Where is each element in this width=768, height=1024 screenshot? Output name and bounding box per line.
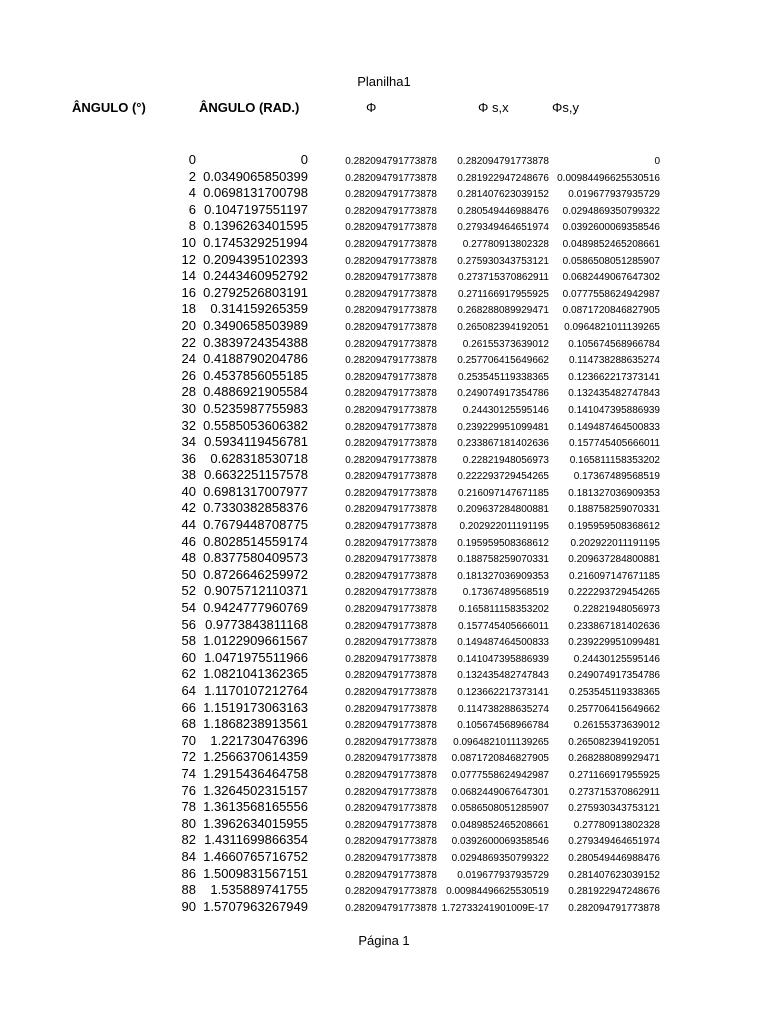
cell-phi: 0.282094791773878 (345, 753, 437, 765)
cell-phi: 0.282094791773878 (345, 637, 437, 649)
cell-phi: 0.282094791773878 (345, 222, 437, 234)
header-phi-sx: Φ s,x (478, 100, 509, 115)
cell-phi: 0.282094791773878 (345, 172, 437, 184)
cell-angle-radians: 1.1519173063163 (203, 699, 308, 715)
cell-phi-sy: 0.149487464500833 (568, 421, 660, 433)
cell-phi: 0.282094791773878 (345, 504, 437, 516)
cell-phi-sy: 0.019677937935729 (568, 189, 660, 201)
cell-phi-sy: 0.279349464651974 (568, 836, 660, 848)
cell-phi: 0.282094791773878 (345, 720, 437, 732)
cell-angle-degrees: 48 (181, 550, 196, 566)
cell-phi-sy: 0.265082394192051 (568, 736, 660, 748)
cell-phi-sy: 0.195959508368612 (568, 521, 660, 533)
cell-phi: 0.282094791773878 (345, 786, 437, 798)
table-row (0, 882, 768, 899)
cell-phi-sx: 0.26155373639012 (462, 338, 549, 350)
cell-phi-sx: 0.282094791773878 (457, 156, 549, 167)
table-row (0, 301, 768, 318)
cell-phi-sy: 0.202922011191195 (570, 537, 660, 549)
table-row (0, 418, 768, 435)
cell-phi: 0.282094791773878 (345, 205, 437, 217)
cell-phi-sx: 0.271166917955925 (457, 288, 549, 300)
table-row (0, 434, 768, 451)
cell-angle-degrees: 12 (181, 251, 196, 267)
cell-phi-sy: 0.0586508051285907 (562, 255, 660, 267)
cell-phi: 0.282094791773878 (345, 238, 437, 250)
cell-phi-sx: 0.216097147671185 (457, 487, 549, 499)
cell-phi-sy: 0.253545119338365 (568, 687, 660, 698)
cell-phi: 0.282094791773878 (345, 404, 437, 416)
cell-phi-sy: 0.216097147671185 (568, 570, 660, 582)
table-row (0, 401, 768, 418)
table-row (0, 700, 768, 717)
cell-angle-radians: 0.9075712110371 (204, 583, 308, 599)
table-row (0, 716, 768, 733)
cell-phi-sx: 0.141047395886939 (457, 653, 549, 665)
cell-angle-degrees: 68 (181, 716, 196, 732)
cell-phi-sx: 0.0682449067647301 (451, 786, 549, 798)
table-row (0, 384, 768, 401)
cell-angle-degrees: 80 (181, 815, 196, 831)
cell-angle-radians: 0.314159265359 (210, 301, 308, 317)
cell-angle-degrees: 22 (181, 334, 196, 350)
cell-angle-radians: 0.2792526803191 (203, 284, 308, 300)
cell-phi: 0.282094791773878 (345, 736, 437, 748)
cell-phi-sy: 0.114738288635274 (568, 355, 660, 367)
cell-angle-degrees: 20 (181, 317, 196, 333)
cell-phi: 0.282094791773878 (345, 587, 437, 599)
cell-angle-radians: 1.221730476396 (210, 732, 308, 748)
cell-phi-sx: 0.265082394192051 (457, 321, 549, 333)
cell-angle-degrees: 2 (188, 168, 196, 184)
cell-phi: 0.282094791773878 (345, 454, 437, 466)
cell-phi: 0.282094791773878 (345, 902, 437, 914)
cell-angle-radians: 0.2443460952792 (203, 268, 308, 284)
cell-phi-sx: 0.00984496625530519 (446, 886, 549, 898)
cell-angle-degrees: 76 (181, 782, 196, 798)
table-row (0, 202, 768, 219)
cell-phi-sx: 0.209637284800881 (457, 504, 549, 516)
cell-angle-radians: 0.3490658503989 (203, 317, 308, 333)
cell-phi-sx: 0.181327036909353 (457, 570, 549, 582)
cell-angle-degrees: 38 (181, 467, 196, 483)
cell-phi-sy: 0.188758259070331 (568, 504, 660, 516)
cell-phi-sx: 0.275930343753121 (457, 255, 549, 267)
cell-phi: 0.282094791773878 (345, 321, 437, 333)
cell-phi-sy: 0.233867181402636 (568, 620, 660, 632)
cell-angle-degrees: 74 (181, 765, 196, 781)
cell-phi: 0.282094791773878 (345, 620, 437, 632)
cell-angle-radians: 0 (300, 152, 308, 167)
cell-phi-sy: 0.00984496625530516 (557, 172, 660, 184)
header-angle-radians: ÂNGULO (RAD.) (199, 100, 300, 115)
table-row (0, 683, 768, 700)
cell-angle-degrees: 58 (181, 633, 196, 649)
table-row (0, 500, 768, 517)
cell-phi-sy: 0.132435482747843 (568, 388, 660, 400)
table-row (0, 169, 768, 186)
cell-phi-sy: 0.273715370862911 (568, 786, 660, 798)
cell-phi-sx: 0.157745405666011 (457, 620, 549, 632)
cell-phi: 0.282094791773878 (345, 421, 437, 433)
cell-angle-degrees: 26 (181, 367, 196, 383)
cell-angle-radians: 0.9424777960769 (203, 600, 308, 616)
table-row (0, 600, 768, 617)
cell-phi-sy: 0.0871720846827905 (562, 305, 660, 317)
cell-angle-degrees: 6 (188, 201, 196, 217)
table-row (0, 550, 768, 567)
cell-phi-sx: 0.195959508368612 (457, 537, 549, 549)
cell-angle-radians: 0.6981317007977 (203, 483, 308, 499)
cell-phi: 0.282094791773878 (345, 570, 437, 582)
table-row (0, 899, 768, 916)
cell-angle-degrees: 30 (181, 400, 196, 416)
table-row (0, 218, 768, 235)
cell-phi: 0.282094791773878 (345, 670, 437, 682)
cell-angle-radians: 0.5934119456781 (204, 434, 308, 450)
cell-angle-degrees: 66 (181, 699, 196, 715)
cell-phi-sy: 0.165811158353202 (569, 454, 660, 466)
page-number: Página 1 (358, 933, 410, 948)
cell-phi-sx: 0.249074917354786 (457, 388, 549, 400)
table-row (0, 650, 768, 667)
cell-angle-degrees: 18 (181, 301, 196, 317)
cell-angle-radians: 0.4886921905584 (203, 384, 308, 400)
cell-phi-sx: 0.123662217373141 (457, 687, 549, 698)
cell-phi-sx: 0.0586508051285907 (451, 803, 549, 815)
cell-angle-radians: 1.0471975511966 (204, 649, 308, 665)
header-phi-sy: Φs,y (552, 100, 579, 115)
cell-angle-radians: 1.4311699866354 (204, 832, 308, 848)
table-row (0, 832, 768, 849)
table-row (0, 849, 768, 866)
cell-angle-degrees: 82 (181, 832, 196, 848)
cell-phi: 0.282094791773878 (345, 803, 437, 815)
table-row (0, 235, 768, 252)
cell-phi-sy: 0 (654, 156, 660, 167)
cell-phi: 0.282094791773878 (345, 537, 437, 549)
cell-phi-sy: 0.209637284800881 (568, 554, 660, 566)
cell-angle-radians: 1.5707963267949 (203, 898, 308, 914)
table-row (0, 783, 768, 800)
cell-phi-sx: 0.22821948056973 (462, 454, 549, 466)
cell-phi: 0.282094791773878 (345, 769, 437, 781)
table-row (0, 749, 768, 766)
cell-angle-degrees: 60 (181, 649, 196, 665)
cell-phi-sx: 0.188758259070331 (457, 554, 549, 566)
cell-phi: 0.282094791773878 (345, 338, 437, 350)
cell-phi: 0.282094791773878 (345, 305, 437, 317)
cell-phi-sy: 0.239229951099481 (568, 637, 660, 649)
cell-angle-radians: 0.1396263401595 (203, 218, 308, 234)
cell-phi-sx: 0.257706415649662 (457, 355, 549, 367)
data-table (0, 152, 768, 915)
cell-phi: 0.282094791773878 (345, 836, 437, 848)
cell-angle-radians: 1.0821041362365 (203, 666, 308, 682)
cell-phi-sy: 0.105674568966784 (568, 338, 660, 350)
table-row (0, 534, 768, 551)
cell-angle-degrees: 42 (181, 500, 196, 516)
cell-angle-degrees: 64 (181, 683, 196, 698)
cell-phi-sx: 0.0489852465208661 (451, 819, 549, 831)
cell-phi: 0.282094791773878 (345, 288, 437, 300)
header-phi: Φ (366, 100, 377, 115)
cell-angle-radians: 0.3839724354388 (203, 334, 308, 350)
cell-phi-sx: 0.222293729454265 (457, 471, 549, 483)
table-row (0, 185, 768, 202)
cell-angle-radians: 1.1868238913561 (203, 716, 308, 732)
cell-phi-sx: 0.0392600069358546 (451, 836, 549, 848)
table-row (0, 617, 768, 634)
cell-angle-radians: 1.535889741755 (210, 882, 308, 898)
cell-phi-sx: 0.0964821011139265 (453, 736, 549, 748)
cell-angle-degrees: 50 (181, 566, 196, 582)
cell-phi-sx: 0.149487464500833 (457, 637, 549, 649)
cell-phi: 0.282094791773878 (345, 869, 437, 881)
cell-phi-sy: 0.123662217373141 (568, 371, 660, 383)
cell-phi: 0.282094791773878 (345, 272, 437, 284)
cell-phi-sx: 1.72733241901009E-17 (441, 902, 549, 914)
cell-angle-degrees: 34 (181, 434, 196, 450)
cell-phi-sy: 0.0682449067647302 (562, 272, 660, 284)
cell-angle-radians: 1.3962634015955 (203, 815, 308, 831)
table-row (0, 252, 768, 269)
cell-phi: 0.282094791773878 (345, 653, 437, 665)
cell-angle-degrees: 36 (181, 450, 196, 466)
table-row (0, 583, 768, 600)
cell-phi-sx: 0.253545119338365 (457, 371, 549, 383)
table-row (0, 318, 768, 335)
cell-angle-degrees: 70 (181, 732, 196, 748)
cell-phi-sy: 0.0489852465208661 (562, 238, 660, 250)
cell-angle-radians: 0.8726646259972 (203, 566, 308, 582)
cell-angle-radians: 0.5235987755983 (203, 400, 308, 416)
cell-angle-degrees: 78 (181, 799, 196, 815)
cell-angle-degrees: 4 (188, 185, 196, 201)
table-row (0, 451, 768, 468)
cell-angle-degrees: 88 (181, 882, 196, 898)
cell-angle-radians: 0.7679448708775 (203, 517, 308, 533)
cell-phi-sy: 0.222293729454265 (568, 587, 660, 599)
cell-phi: 0.282094791773878 (345, 189, 437, 201)
cell-angle-degrees: 10 (181, 234, 196, 250)
table-row (0, 799, 768, 816)
cell-angle-radians: 1.4660765716752 (203, 848, 308, 864)
cell-phi-sx: 0.132435482747843 (457, 670, 549, 682)
cell-angle-degrees: 56 (181, 616, 196, 632)
cell-phi-sy: 0.0392600069358546 (562, 222, 660, 234)
cell-phi-sy: 0.0777558624942987 (562, 288, 660, 300)
cell-angle-degrees: 16 (181, 284, 196, 300)
cell-angle-degrees: 84 (181, 848, 196, 864)
cell-angle-radians: 0.4537856055185 (203, 367, 308, 383)
cell-phi: 0.282094791773878 (345, 471, 437, 483)
cell-angle-radians: 1.2915436464758 (203, 765, 308, 781)
cell-angle-degrees: 0 (188, 152, 196, 167)
cell-phi: 0.282094791773878 (345, 703, 437, 715)
table-row (0, 268, 768, 285)
cell-phi-sy: 0.157745405666011 (568, 438, 660, 450)
cell-phi-sy: 0.271166917955925 (568, 769, 660, 781)
cell-phi-sy: 0.268288089929471 (568, 753, 660, 765)
cell-angle-radians: 1.2566370614359 (203, 749, 308, 765)
cell-angle-radians: 0.6632251157578 (204, 467, 308, 483)
cell-phi: 0.282094791773878 (345, 604, 437, 616)
cell-phi: 0.282094791773878 (345, 371, 437, 383)
cell-phi: 0.282094791773878 (345, 438, 437, 450)
cell-phi: 0.282094791773878 (345, 388, 437, 400)
cell-phi-sy: 0.22821948056973 (573, 604, 660, 616)
table-row (0, 285, 768, 302)
cell-phi-sx: 0.281407623039152 (457, 189, 549, 201)
cell-phi-sx: 0.239229951099481 (457, 421, 549, 433)
cell-phi-sx: 0.24430125595146 (462, 404, 549, 416)
cell-angle-degrees: 44 (181, 517, 196, 533)
table-row (0, 866, 768, 883)
table-row (0, 368, 768, 385)
cell-phi-sx: 0.281922947248676 (457, 172, 549, 184)
cell-phi: 0.282094791773878 (345, 886, 437, 898)
cell-phi-sy: 0.275930343753121 (568, 803, 660, 815)
cell-phi-sy: 0.281922947248676 (568, 886, 660, 898)
cell-angle-radians: 1.3613568165556 (203, 799, 308, 815)
cell-phi: 0.282094791773878 (345, 819, 437, 831)
cell-angle-radians: 0.0349065850399 (203, 168, 308, 184)
cell-phi-sy: 0.281407623039152 (568, 869, 660, 881)
cell-phi-sx: 0.019677937935729 (457, 869, 549, 881)
cell-phi-sx: 0.105674568966784 (457, 720, 549, 732)
cell-angle-degrees: 14 (181, 268, 196, 284)
cell-phi: 0.282094791773878 (345, 255, 437, 267)
cell-phi: 0.282094791773878 (345, 687, 437, 698)
cell-phi-sx: 0.0777558624942987 (451, 769, 549, 781)
table-row (0, 351, 768, 368)
table-row (0, 335, 768, 352)
cell-phi-sy: 0.141047395886939 (568, 404, 660, 416)
cell-phi-sx: 0.233867181402636 (457, 438, 549, 450)
cell-angle-radians: 1.3264502315157 (203, 782, 308, 798)
table-row (0, 733, 768, 750)
cell-phi-sx: 0.17367489568519 (462, 587, 549, 599)
cell-phi-sx: 0.114738288635274 (457, 703, 549, 715)
cell-angle-radians: 0.1745329251994 (203, 234, 308, 250)
cell-angle-radians: 1.0122909661567 (203, 633, 308, 649)
cell-angle-radians: 0.8028514559174 (203, 533, 308, 549)
cell-angle-degrees: 86 (181, 865, 196, 881)
cell-angle-degrees: 54 (181, 600, 196, 616)
table-row (0, 152, 768, 169)
sheet-name: Planilha1 (357, 74, 411, 89)
cell-phi-sx: 0.280549446988476 (457, 205, 549, 217)
cell-angle-degrees: 24 (181, 351, 196, 367)
cell-phi: 0.282094791773878 (345, 852, 437, 864)
cell-phi-sy: 0.249074917354786 (568, 670, 660, 682)
table-row (0, 766, 768, 783)
cell-phi: 0.282094791773878 (345, 487, 437, 499)
cell-angle-degrees: 28 (181, 384, 196, 400)
table-row (0, 467, 768, 484)
cell-phi-sy: 0.0964821011139265 (564, 321, 660, 333)
table-row (0, 567, 768, 584)
cell-phi-sx: 0.27780913802328 (462, 238, 549, 250)
cell-angle-radians: 0.1047197551197 (204, 201, 308, 217)
cell-phi: 0.282094791773878 (345, 521, 437, 533)
cell-phi-sy: 0.24430125595146 (573, 653, 660, 665)
table-row (0, 666, 768, 683)
cell-angle-degrees: 46 (181, 533, 196, 549)
cell-phi-sx: 0.165811158353202 (458, 604, 549, 616)
cell-phi-sy: 0.181327036909353 (568, 487, 660, 499)
cell-angle-radians: 0.2094395102393 (203, 251, 308, 267)
cell-phi-sx: 0.202922011191195 (459, 521, 549, 533)
cell-angle-radians: 0.8377580409573 (203, 550, 308, 566)
cell-angle-radians: 0.7330382858376 (203, 500, 308, 516)
cell-angle-radians: 1.5009831567151 (203, 865, 308, 881)
cell-phi: 0.282094791773878 (345, 554, 437, 566)
cell-phi: 0.282094791773878 (345, 156, 437, 167)
cell-phi-sy: 0.17367489568519 (573, 471, 660, 483)
header-angle-degrees: ÂNGULO (°) (72, 100, 146, 115)
cell-phi-sy: 0.26155373639012 (573, 720, 660, 732)
cell-phi-sx: 0.0294869350799322 (451, 852, 549, 864)
cell-phi-sy: 0.0294869350799322 (562, 205, 660, 217)
cell-phi-sy: 0.27780913802328 (573, 819, 660, 831)
table-row (0, 816, 768, 833)
cell-angle-radians: 0.628318530718 (210, 450, 308, 466)
cell-angle-degrees: 72 (181, 749, 196, 765)
cell-phi-sx: 0.273715370862911 (457, 272, 549, 284)
cell-angle-degrees: 32 (181, 417, 196, 433)
cell-phi-sy: 0.282094791773878 (568, 902, 660, 914)
table-row (0, 517, 768, 534)
cell-angle-degrees: 8 (188, 218, 196, 234)
cell-angle-degrees: 40 (181, 483, 196, 499)
cell-phi-sx: 0.268288089929471 (457, 305, 549, 317)
cell-angle-radians: 0.0698131700798 (203, 185, 308, 201)
cell-angle-degrees: 62 (181, 666, 196, 682)
cell-angle-degrees: 90 (181, 898, 196, 914)
cell-angle-radians: 0.5585053606382 (203, 417, 308, 433)
cell-angle-degrees: 52 (181, 583, 196, 599)
cell-phi-sx: 0.0871720846827905 (451, 753, 549, 765)
table-row (0, 633, 768, 650)
cell-angle-radians: 0.9773843811168 (205, 616, 308, 632)
cell-phi: 0.282094791773878 (345, 355, 437, 367)
table-row (0, 484, 768, 501)
cell-phi-sy: 0.280549446988476 (568, 852, 660, 864)
cell-phi-sy: 0.257706415649662 (568, 703, 660, 715)
cell-angle-radians: 0.4188790204786 (203, 351, 308, 367)
cell-phi-sx: 0.279349464651974 (457, 222, 549, 234)
cell-angle-radians: 1.1170107212764 (204, 683, 308, 698)
